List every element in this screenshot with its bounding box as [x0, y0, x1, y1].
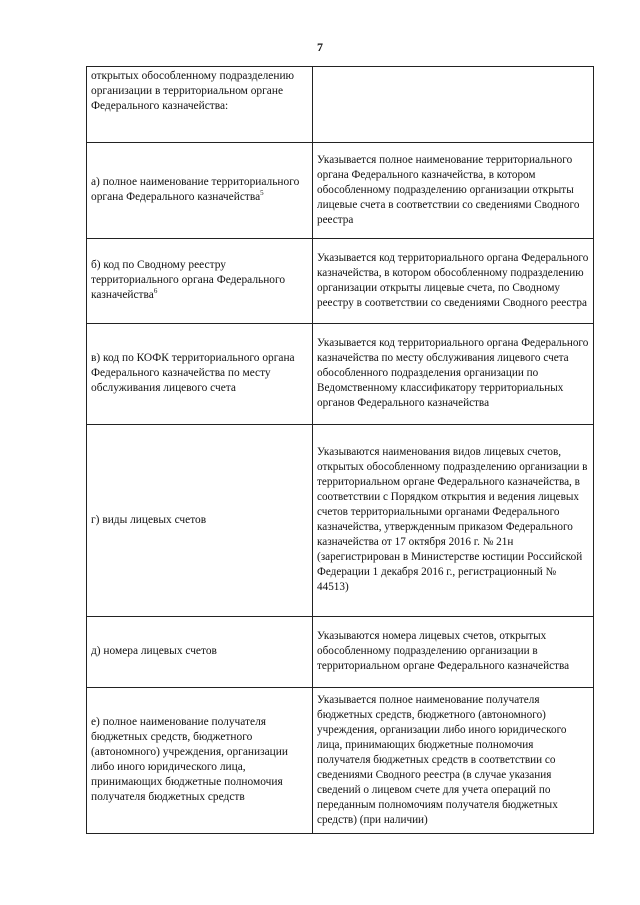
row-description: Указывается код территориального органа Федерального казначейства по месту обслуживания лицевого счета обособленного подразделения организации по Ведомственному классификатору территориальных органов Федерального казначейства	[313, 324, 594, 425]
table-row	[87, 688, 594, 834]
table-row	[87, 143, 594, 239]
footnote-marker: 6	[153, 287, 158, 296]
table-row	[87, 617, 594, 688]
row-description: Указываются номера лицевых счетов, открытых обособленному подразделению организации в территориальном органе Федерального казначейства	[313, 617, 594, 688]
row-label-text: е) полное наименование получателя бюджетных средств, бюджетного (автономного) учреждения, организации либо иного юридического лица, принимающих бюджетные полномочия получателя бюджетных средств	[91, 716, 288, 803]
row-label-text: в) код по КОФК территориального органа Федерального казначейства по месту обслуживания лицевого счета	[91, 352, 295, 394]
row-description: Указывается код территориального органа Федерального казначейства, в котором обособленному подразделению организации открыты лицевые счета, по Сводному реестру в соответствии со сведениями Сводного реестра	[313, 239, 594, 324]
row-description: Указывается полное наименование территориального органа Федерального казначейства, в котором обособленному подразделению организации открыты лицевые счета в соответствии со сведениями Сводного реестра	[313, 143, 594, 239]
row-label	[87, 143, 313, 239]
row-label-text: д) номера лицевых счетов	[91, 645, 217, 657]
row-description: Указываются наименования видов лицевых счетов, открытых обособленному подразделению организации в территориальном органе Федерального казначейства, в соответствии с Порядком открытия и ведения лицевых счетов территориальными органами Федерального казначейства, утвержденным приказом Федерального казначейства от 17 октября 2016 г. № 21н (зарегистрирован в Министерстве юстиции Российской Федерации 1 декабря 2016 г., регистрационный № 44513)	[313, 425, 594, 617]
row-label	[87, 324, 313, 425]
row-label	[87, 688, 313, 834]
row-label	[87, 239, 313, 324]
row-label-text: открытых обособленному подразделению организации в территориальном органе Федерального казначейства:	[91, 70, 295, 112]
table-row	[87, 239, 594, 324]
requisites-table	[86, 66, 594, 834]
page-number: 7	[317, 40, 323, 54]
row-label-text: г) виды лицевых счетов	[91, 513, 207, 526]
row-label-text: б) код по Сводному реестру территориального органа Федерального казначейства	[91, 259, 286, 301]
row-label-text: а) полное наименование территориального органа Федерального казначейства	[91, 176, 300, 203]
row-label	[87, 617, 313, 688]
table-row	[87, 324, 594, 425]
footnote-marker: 5	[260, 189, 264, 198]
table-row	[87, 67, 594, 143]
table-row	[87, 425, 594, 617]
row-description: Указывается полное наименование получателя бюджетных средств, бюджетного (автономного) учреждения, организации либо иного юридического лица, принимающих бюджетные полномочия получателя бюджетных средств в соответствии со сведениями Сводного реестра (в случае указания сведений о лицевом счете для учета операций по переданным полномочиям получателя бюджетных средств) (при наличии)	[313, 688, 594, 834]
row-description	[313, 67, 594, 143]
row-label	[87, 425, 313, 617]
row-label	[87, 67, 313, 143]
